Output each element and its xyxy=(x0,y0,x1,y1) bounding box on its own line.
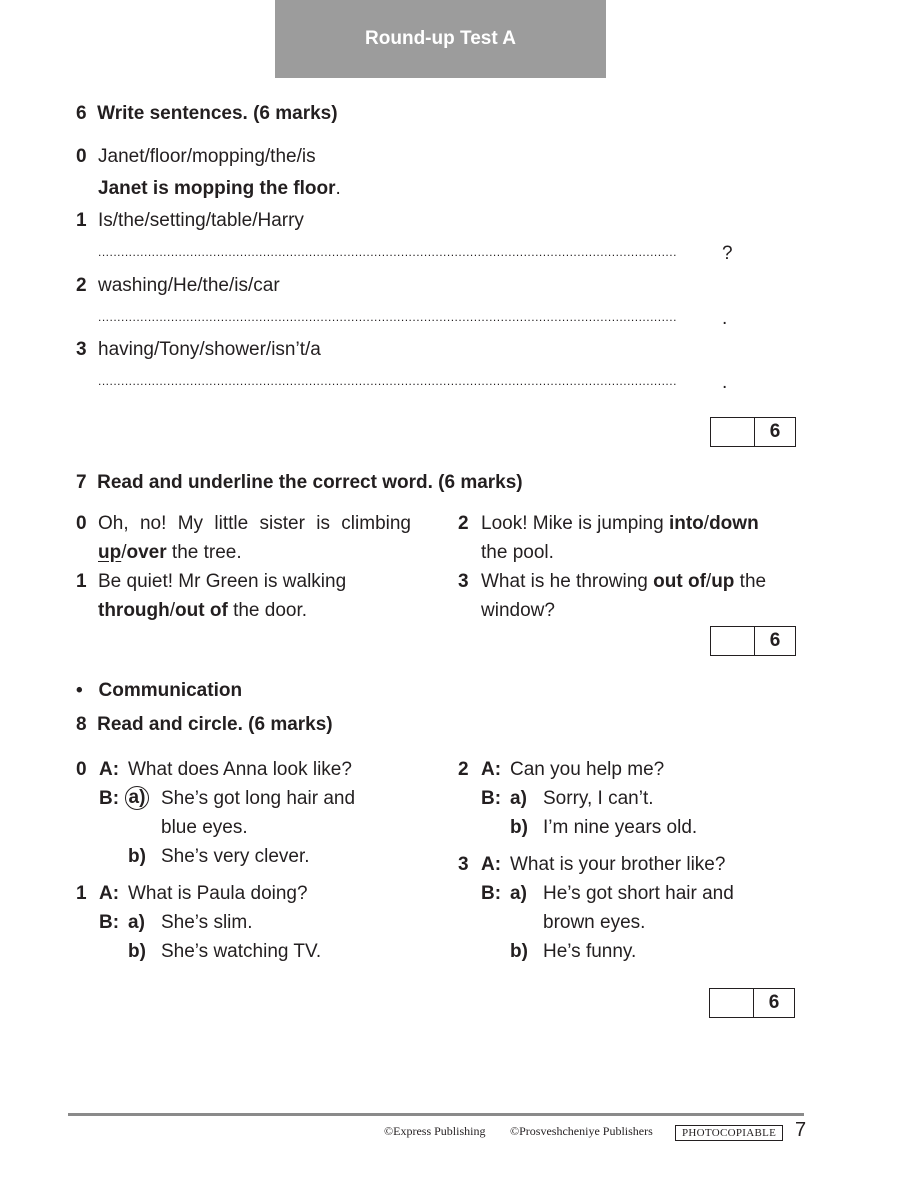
option-word[interactable]: out of xyxy=(175,600,228,621)
answer-punct: . xyxy=(335,178,341,199)
option-word[interactable]: down xyxy=(709,513,759,534)
option-text: brown eyes. xyxy=(543,912,646,933)
option-word[interactable]: up xyxy=(711,571,735,592)
photocopiable-label: PHOTOCOPIABLE xyxy=(675,1125,783,1141)
option-b-label[interactable]: b) xyxy=(510,941,528,962)
speaker-a-label: A: xyxy=(481,854,502,875)
section-title: Communication xyxy=(98,680,243,701)
option-text: She’s watching TV. xyxy=(161,941,322,962)
option-b-label[interactable]: b) xyxy=(128,941,146,962)
sentence-start: Look! Mike is jumping xyxy=(481,513,669,534)
score-box xyxy=(710,626,796,656)
exercise-title: Write sentences. (6 marks) xyxy=(97,103,338,124)
exercise-title: Read and underline the correct word. (6 marks) xyxy=(97,472,523,493)
item-number: 1 xyxy=(76,210,87,231)
question-text: What does Anna look like? xyxy=(128,759,352,780)
question-text: What is Paula doing? xyxy=(128,883,308,904)
speaker-a-label: A: xyxy=(481,759,502,780)
score-entry[interactable] xyxy=(711,418,755,446)
exercise-number: 6 xyxy=(76,103,87,124)
exercise-8-heading xyxy=(76,714,333,736)
speaker-b-label: B: xyxy=(99,912,120,933)
test-title: Round-up Test A xyxy=(365,28,516,49)
max-score: 6 xyxy=(769,630,781,651)
item-number: 2 xyxy=(458,759,469,780)
sentence-line: Be quiet! Mr Green is walking xyxy=(98,571,347,592)
footer-divider xyxy=(68,1113,804,1116)
item-number: 0 xyxy=(76,146,87,167)
sentence-prompt: washing/He/the/is/car xyxy=(98,275,280,296)
sentence-line xyxy=(98,600,307,622)
example-answer xyxy=(98,178,341,200)
speaker-b-label: B: xyxy=(481,788,502,809)
answer-line[interactable]: ....................................................................................................................................................... xyxy=(98,245,677,259)
sentence-line: the pool. xyxy=(481,542,554,563)
option-text: He’s got short hair and xyxy=(543,883,734,904)
max-score: 6 xyxy=(769,421,781,442)
sentence-line: window? xyxy=(481,600,555,621)
exercise-title: Read and circle. (6 marks) xyxy=(97,714,333,735)
sentence-rest: the door. xyxy=(227,600,308,621)
sentence-rest: the xyxy=(734,571,767,592)
answer-line[interactable]: ....................................................................................................................................................... xyxy=(98,310,677,324)
option-text: He’s funny. xyxy=(543,941,637,962)
item-number: 0 xyxy=(76,513,87,534)
item-number: 3 xyxy=(458,854,469,875)
answer-punct: ? xyxy=(722,243,733,264)
option-text: Sorry, I can’t. xyxy=(543,788,654,809)
sentence-line xyxy=(98,542,242,564)
sentence-line xyxy=(481,571,766,593)
score-entry[interactable] xyxy=(711,627,755,655)
option-word[interactable]: out of xyxy=(653,571,706,592)
copyright-express: ©Express Publishing xyxy=(384,1124,486,1138)
sentence-line: Oh, no! My little sister is climbing xyxy=(98,513,411,534)
option-word[interactable]: over xyxy=(126,542,167,563)
score-box xyxy=(710,417,796,447)
option-a-label[interactable]: a) xyxy=(128,912,145,933)
item-number: 1 xyxy=(76,883,87,904)
exercise-number: 7 xyxy=(76,472,87,493)
separator: / xyxy=(705,571,712,592)
test-title-banner xyxy=(275,0,606,78)
separator: / xyxy=(169,600,176,621)
speaker-b-label: B: xyxy=(481,883,502,904)
speaker-a-label: A: xyxy=(99,883,120,904)
item-number: 3 xyxy=(76,339,87,360)
circled-letter: a) xyxy=(125,786,149,810)
photocopiable-badge xyxy=(675,1123,783,1141)
sentence-start: What is he throwing xyxy=(481,571,654,592)
exercise-7-heading xyxy=(76,472,523,494)
option-word[interactable]: through xyxy=(98,600,170,621)
answer-line[interactable]: ....................................................................................................................................................... xyxy=(98,374,677,388)
option-b-label[interactable]: b) xyxy=(128,846,146,867)
option-a-label[interactable]: a) xyxy=(510,788,527,809)
option-word[interactable]: into xyxy=(668,513,704,534)
score-box xyxy=(709,988,795,1018)
option-text: I’m nine years old. xyxy=(543,817,698,838)
copyright-prosveshcheniye: ©Prosveshcheniye Publishers xyxy=(510,1124,653,1138)
option-word[interactable]: up xyxy=(98,542,122,563)
option-text: blue eyes. xyxy=(161,817,248,838)
bullet: • xyxy=(76,680,83,701)
option-text: She’s very clever. xyxy=(161,846,310,867)
item-number: 3 xyxy=(458,571,469,592)
separator: / xyxy=(121,542,127,563)
exercise-number: 8 xyxy=(76,714,87,735)
page-number: 7 xyxy=(795,1119,807,1141)
question-text: What is your brother like? xyxy=(510,854,726,875)
option-a-label[interactable]: a) xyxy=(510,883,527,904)
speaker-b-label: B: xyxy=(99,788,120,809)
answer-punct: . xyxy=(722,372,728,393)
sentence-rest: the tree. xyxy=(166,542,242,563)
option-b-label[interactable]: b) xyxy=(510,817,528,838)
communication-heading xyxy=(76,680,242,702)
option-text: She’s slim. xyxy=(161,912,253,933)
sentence-prompt: Is/the/setting/table/Harry xyxy=(98,210,304,231)
question-text: Can you help me? xyxy=(510,759,665,780)
score-entry[interactable] xyxy=(710,989,754,1017)
separator: / xyxy=(703,513,710,534)
sentence-line xyxy=(481,513,759,535)
item-number: 1 xyxy=(76,571,87,592)
exercise-6-heading xyxy=(76,103,338,125)
item-number: 0 xyxy=(76,759,87,780)
option-a-circled[interactable] xyxy=(128,786,149,810)
max-score: 6 xyxy=(768,992,780,1013)
answer-punct: . xyxy=(722,308,728,329)
item-number: 2 xyxy=(76,275,87,296)
answer-text: Janet is mopping the floor xyxy=(98,178,336,199)
sentence-prompt: having/Tony/shower/isn’t/a xyxy=(98,339,321,360)
option-text: She’s got long hair and xyxy=(161,788,356,809)
item-number: 2 xyxy=(458,513,469,534)
speaker-a-label: A: xyxy=(99,759,120,780)
sentence-prompt: Janet/floor/mopping/the/is xyxy=(98,146,316,167)
